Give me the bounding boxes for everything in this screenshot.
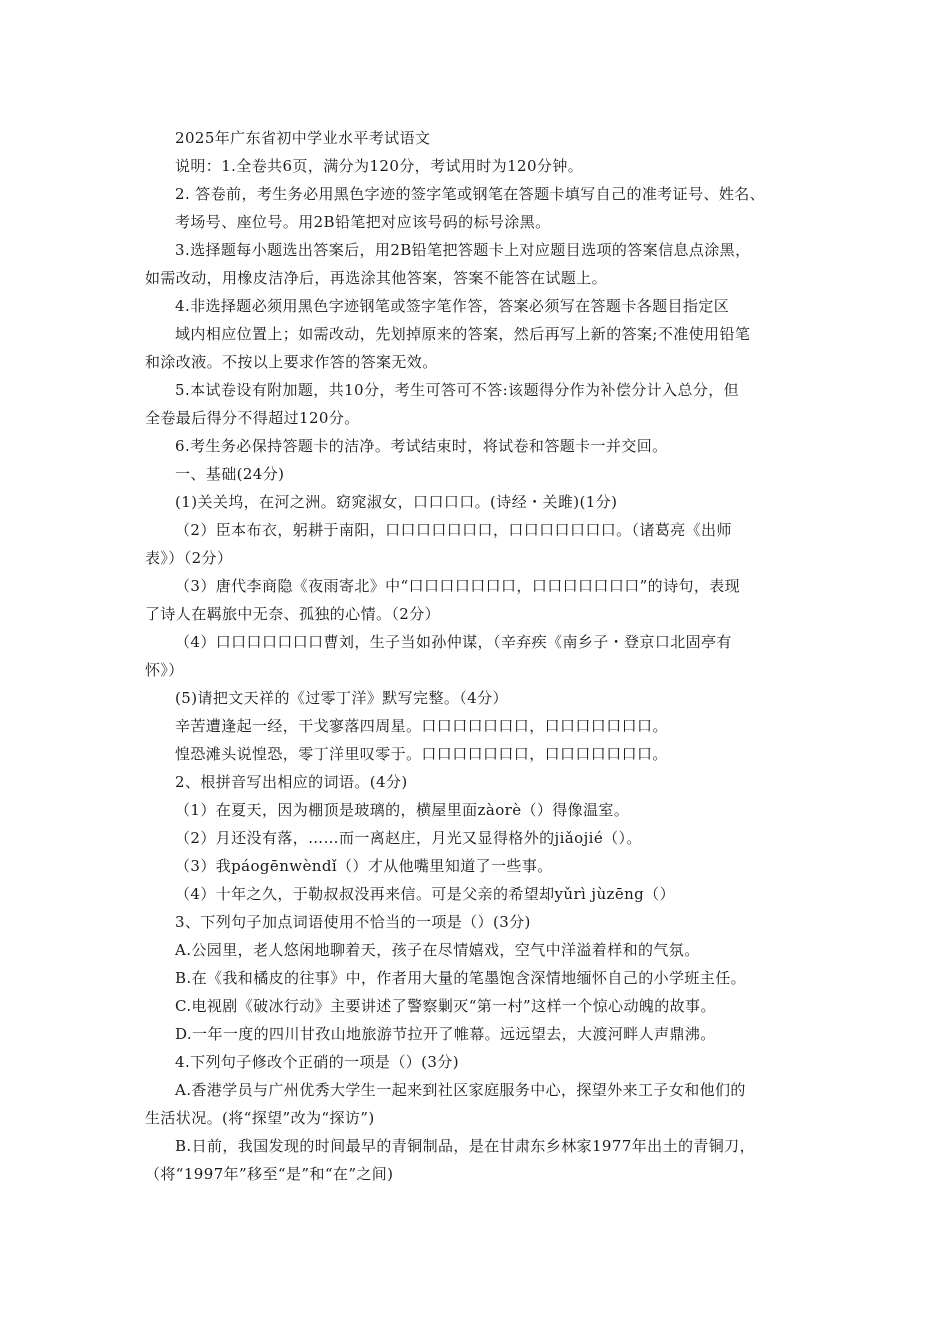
instruction-4-line1: 4.非选择题必须用黑色字迹钢笔或签字笔作答，答案必须写在答题卡各题目指定区: [175, 297, 730, 315]
question-3-option-d: D.一年一度的四川甘孜山地旅游节拉开了帷幕。远远望去，大渡河畔人声鼎沸。: [175, 1025, 716, 1043]
instructions-intro: 说明：1.全卷共6页，满分为120分，考试用时为120分钟。: [175, 157, 584, 175]
question-3-option-a: A.公园里，老人悠闲地聊着天，孩子在尽情嬉戏，空气中洋溢着样和的气氛。: [175, 941, 700, 959]
instruction-5-line1: 5.本试卷设有附加题，共10分，考生可答可不答:该题得分作为补偿分计入总分，但: [175, 381, 740, 399]
exam-title: 2025年广东省初中学业水平考试语文: [175, 129, 431, 147]
question-4-heading: 4.下列句子修改个正硝的一项是（）(3分): [175, 1053, 459, 1071]
question-1-3-line2: 了诗人在羁旅中无奈、孤独的心情。（2分）: [145, 605, 441, 623]
question-1-3-line1: （3）唐代李商隐《夜雨寄北》中“口口口口口口口，口口口口口口口”的诗句，表现: [175, 577, 741, 595]
instruction-2-line1: 2. 答卷前，考生务必用黑色字迹的签字笔或钢笔在答题卡填写自己的准考证号、姓名、: [175, 185, 766, 203]
question-1-1: (1)关关坞，在河之洲。窈窕淑女，口口口口。(诗经・关雎)(1分): [175, 493, 618, 511]
question-3-heading: 3、下列句子加点词语使用不恰当的一项是（）(3分): [175, 913, 531, 931]
question-4-option-b-line1: B.日前，我国发现的时间最早的青铜制品，是在甘肃东乡林家1977年出土的青铜刀，: [175, 1137, 755, 1155]
question-2-2: （2）月还没有落，……而一离赵庄，月光又显得格外的jiǎojié（）。: [175, 829, 642, 847]
instruction-3-line2: 如需改动，用橡皮洁净后，再选涂其他答案，答案不能答在试题上。: [145, 269, 608, 287]
question-2-1: （1）在夏天，因为棚顶是玻璃的，横屋里面zàorè（）得像温室。: [175, 801, 630, 819]
question-4-option-b-line2: （将“1997年”移至“是”和“在”之间): [145, 1165, 394, 1183]
question-3-option-b: B.在《我和橘皮的往事》中，作者用大量的笔墨饱含深情地缅怀自己的小学班主任。: [175, 969, 746, 987]
instruction-4-line2: 域内相应位置上；如需改动，先划掉原来的答案，然后再写上新的答案;不准使用铅笔: [175, 325, 751, 343]
question-3-option-c: C.电视剧《破冰行动》主要讲述了警察剿灭“第一村”这样一个惊心动魄的故事。: [175, 997, 716, 1015]
question-4-option-a-line2: 生活状况。(将“探望”改为“探访”): [145, 1109, 375, 1127]
question-2-heading: 2、根拼音写出相应的词语。(4分): [175, 773, 408, 791]
question-4-option-a-line1: A.香港学员与广州优秀大学生一起来到社区家庭服务中心，探望外来工子女和他们的: [175, 1081, 746, 1099]
section-heading-basics: 一、基础(24分): [175, 465, 285, 483]
instruction-3-line1: 3.选择题每小题选出答案后，用2B铅笔把答题卡上对应题目选项的答案信息点涂黑，: [175, 241, 751, 259]
instruction-2-line2: 考场号、座位号。用2B铅笔把对应该号码的标号涂黑。: [175, 213, 551, 231]
instruction-5-line2: 全卷最后得分不得超过120分。: [145, 409, 360, 427]
question-1-5: (5)请把文天祥的《过零丁洋》默写完整。（4分）: [175, 689, 508, 707]
instruction-4-line3: 和涂改液。不按以上要求作答的答案无效。: [145, 353, 438, 371]
question-2-4: （4）十年之久，于勒叔叔没再来信。可是父亲的希望却yǔrì jùzēng（）: [175, 885, 675, 903]
poem-line-1: 辛苦遭逢起一经，干戈寥落四周星。口口口口口口口，口口口口口口口。: [175, 717, 668, 735]
question-1-4-line2: 怀》）: [145, 661, 184, 679]
question-1-2-line2: 表》）（2分）: [145, 549, 233, 567]
question-2-3: （3）我páogēnwèndǐ（）才从他嘴里知道了一些事。: [175, 857, 553, 875]
poem-line-2: 惶恐滩头说惶恐，零丁洋里叹零于。口口口口口口口，口口口口口口口。: [175, 745, 668, 763]
instruction-6: 6.考生务必保持答题卡的洁净。考试结束时，将试卷和答题卡一并交回。: [175, 437, 668, 455]
question-1-2-line1: （2）臣本布衣，躬耕于南阳，口口口口口口口，口口口口口口口。（诸葛亮《出师: [175, 521, 732, 539]
question-1-4-line1: （4）口口口口口口口曹刘，生子当如孙仲谋，（辛弃疾《南乡子・登京口北固亭有: [175, 633, 732, 651]
